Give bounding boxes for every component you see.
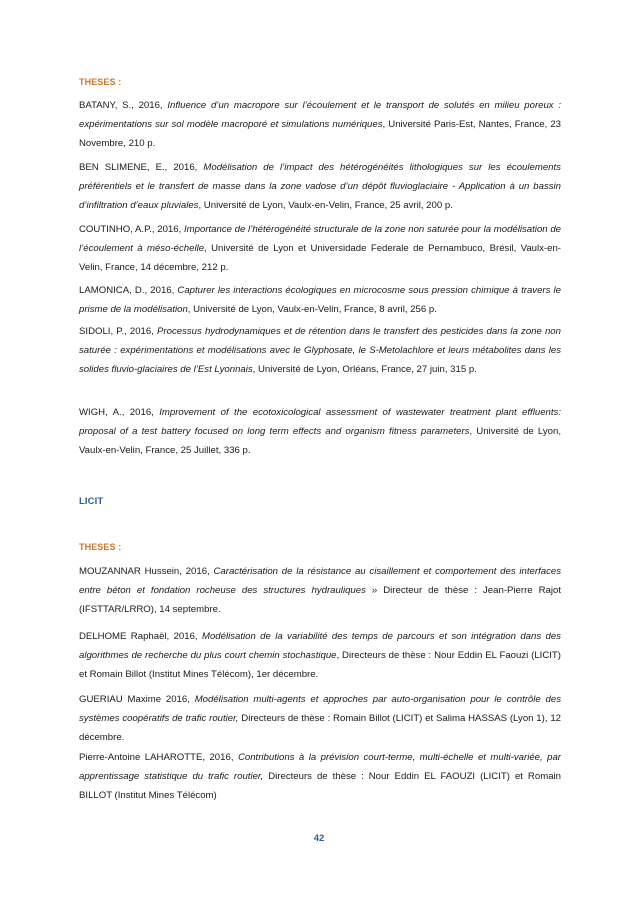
entry-lead: SIDOLI, P., 2016, [79,326,158,337]
entry-tail: Directeurs de thèse : Romain Billot (LICIT) et Salima HASSAS (Lyon 1), 12 décembre. [79,713,561,744]
theses-heading: THESES : [79,77,122,87]
entry-title: Caractérisation de la résistance au cisaillement et comportement des interfaces entre béton et fondation rocheuse des structures hydrauliques » [79,566,561,597]
entry-tail: , Université de Lyon, Vaulx-en-Velin, France, 25 avril, 200 p. [198,200,453,212]
entry-title: Importance de l’hétérogénéité structurale de la zone non saturée pour la modélisation de l’écoulement à méso-échelle [79,224,561,255]
entry-tail: Directeurs de thèse : Nour Eddin EL FAOUZI (LICIT) et Romain BILLOT (Institut Mines Télécom) [79,771,561,802]
thesis-entry-sidoli [79,322,561,380]
entry-lead: WIGH, A., 2016, [79,407,160,418]
licit-entry-delhome [79,627,561,685]
licit-heading: LICIT [79,496,104,507]
entry-tail: , Université de Lyon, Vaulx-en-Velin, France, 25 Juillet, 336 p. [79,426,562,457]
entry-lead: COUTINHO, A.P., 2016, [79,224,184,235]
thesis-entry-wigh [79,403,561,461]
entry-lead: BATANY, S., 2016, [79,100,168,111]
thesis-entry-ben-slimene [79,158,561,216]
entry-lead: LAMONICA, D., 2016, [79,285,178,296]
entry-tail: Directeur de thèse : Jean-Pierre Rajot (IFSTTAR/LRRO), 14 septembre. [79,585,562,616]
entry-title: Influence d’un macropore sur l’écoulement et le transport de solutés en milieu poreux : expérimentations sur sol modèle macroporé et simulations numériques [79,100,561,131]
licit-entry-laharotte [79,748,561,806]
entry-lead: BEN SLIMENE, E., 2016, [79,162,204,173]
entry-title: Modélisation de la variabilité des temps de parcours et son intégration dans des algorithmes de recherche du plus court chemin stochastique [79,631,561,662]
entry-title: Modélisation de l’impact des hétérogénéités lithologiques sur les écoulements préférentiels et le transfert de masse dans la zone vadose d’un dépôt fluvioglaciaire - Application à un bassin d’infiltration d’eaux pluviales [79,162,561,212]
licit-entry-mouzannar [79,562,561,620]
page-number: 42 [313,833,325,844]
entry-lead: DELHOME Raphaël, 2016, [79,631,202,642]
entry-tail: , Université de Lyon, Vaulx-en-Velin, France, 8 avril, 256 p. [187,304,437,316]
entry-tail: , Directeurs de thèse : Nour Eddin EL Faouzi (LICIT) et Romain Billot (Institut Mines Télécom), 1er décembre. [79,650,561,681]
entry-title: Capturer les interactions écologiques en microcosme sous pression chimique à travers le prisme de la modélisation [79,285,561,316]
entry-lead: Pierre-Antoine LAHAROTTE, 2016, [79,752,238,763]
licit-entry-gueriau [79,690,561,748]
entry-title: Modélisation multi-agents et approches par auto-organisation pour le contrôle des systèmes coopératifs de trafic routier, [79,694,561,725]
entry-lead: GUERIAU Maxime 2016, [79,694,195,705]
thesis-entry-lamonica [79,281,561,319]
entry-lead: MOUZANNAR Hussein, 2016, [79,566,214,577]
entry-tail: , Université de Lyon et Universidade Federale de Pernambuco, Brésil, Vaulx-en-Velin, France, 14 décembre, 212 p. [79,243,561,274]
entry-tail: , Université de Lyon, Orléans, France, 27 juin, 315 p. [252,364,477,376]
thesis-entry-batany [79,96,561,154]
entry-tail: , Université Paris-Est, Nantes, France, 23 Novembre, 210 p. [79,119,561,150]
entry-title: Processus hydrodynamiques et de rétention dans le transfert des pesticides dans la zone non saturée : expérimentations et modélisations avec le Glyphosate, le S-Metolachlore et leurs métabolites dans les solides fluvio-glaciaires de l’Est Lyonnais [79,326,561,376]
thesis-entry-coutinho [79,220,561,278]
entry-title: Improvement of the ecotoxicological assessment of wastewater treatment plant effluents: proposal of a test battery focused on long term effects and organism fitness parameters [79,407,561,438]
entry-title: Contributions à la prévision court-terme, multi-échelle et multi-variée, par apprentissage statistique du trafic routier, [79,752,561,783]
licit-theses-heading: THESES : [79,542,122,552]
